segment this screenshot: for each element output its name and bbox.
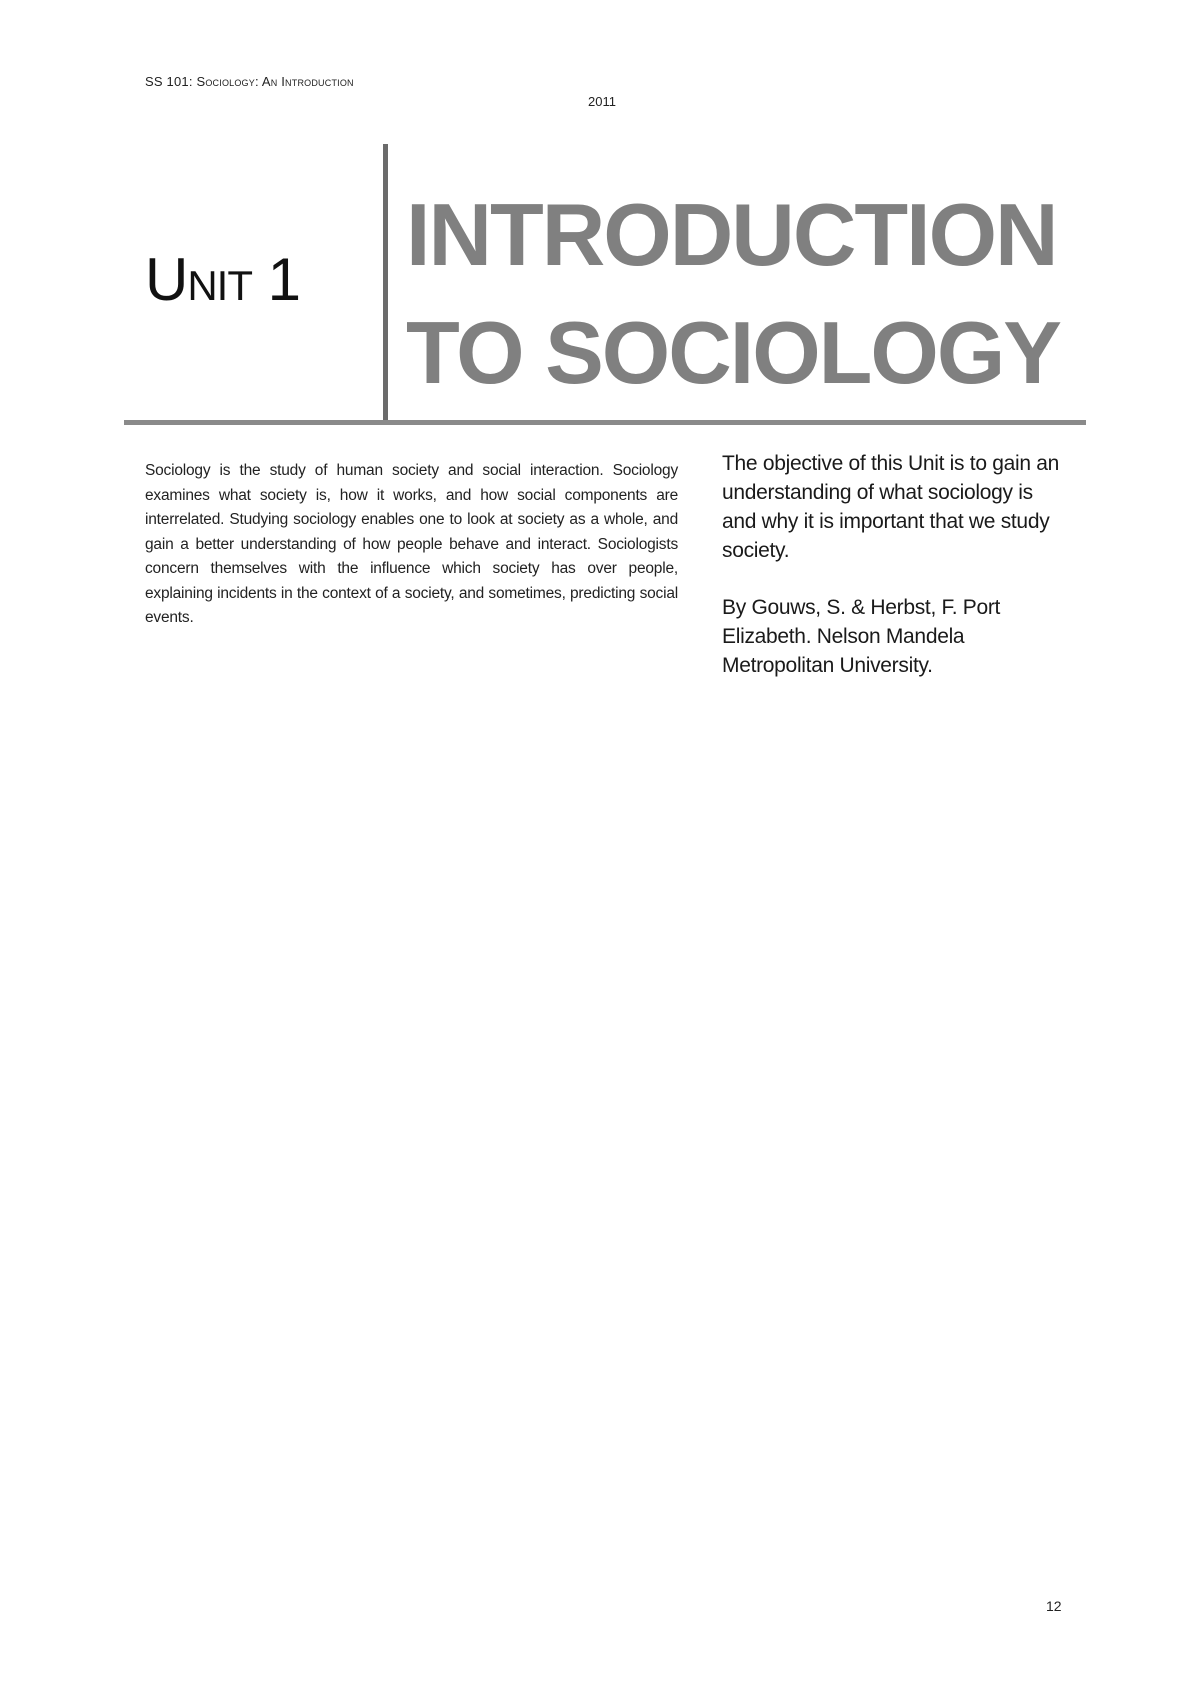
running-head: SS 101: Sociology: An Introduction (145, 74, 354, 89)
unit-title-line-1: INTRODUCTION (406, 185, 1057, 284)
unit-label: Unit 1 (145, 246, 301, 313)
vertical-divider (383, 144, 388, 422)
unit-title-line-2: TO SOCIOLOGY (406, 303, 1061, 402)
horizontal-divider (124, 420, 1086, 425)
header-year: 2011 (588, 94, 616, 109)
page-number: 12 (1046, 1598, 1062, 1614)
intro-paragraph: Sociology is the study of human society and social interaction. Sociology examines what society is, how it works, and how social components are interrelated. Studying sociology enables one to look at society as a whole, and gain a better understanding of how people behave and interact. Sociologists concern themselves with the influence which society has over people, explaining incidents in the context of a society, and sometimes, predicting social events. (145, 462, 678, 626)
unit-objective: The objective of this Unit is to gain an understanding of what sociology is and why it is important that we study society. (722, 452, 1060, 562)
source-attribution: By Gouws, S. & Herbst, F. Port Elizabeth. Nelson Mandela Metropolitan University. (722, 596, 1001, 677)
unit-title (406, 176, 1060, 412)
